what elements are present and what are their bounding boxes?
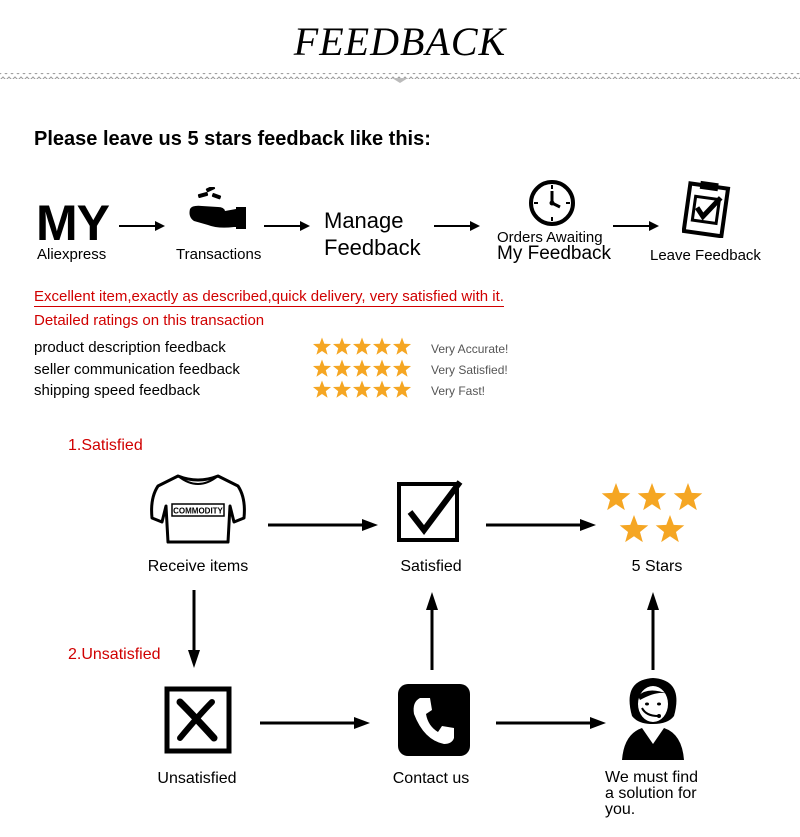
clock-icon [528, 179, 576, 227]
arrow-right-icon [264, 219, 314, 233]
example-comment: Excellent item,exactly as described,quick delivery, very satisfied with it. [34, 288, 504, 305]
star-icon [353, 360, 371, 377]
arrow-up-icon [645, 590, 661, 670]
my-aliexpress-logo: MY [36, 195, 109, 251]
money-hand-icon [188, 187, 248, 233]
transactions-label: Transactions [176, 246, 262, 263]
star-icon [313, 381, 331, 398]
star-icon [656, 515, 685, 542]
star-icon [333, 381, 351, 398]
satisfied-label: Satisfied [400, 558, 462, 575]
commodity-shirt-icon [148, 470, 248, 546]
clipboard-check-icon [682, 180, 732, 238]
rating-label: shipping speed feedback [34, 382, 200, 399]
star-icon [393, 360, 411, 377]
five-stars-icon [600, 482, 704, 546]
star-rating [312, 380, 412, 400]
rating-label: product description feedback [34, 339, 226, 356]
arrow-right-icon [486, 517, 598, 533]
leave-feedback-label: Leave Feedback [650, 247, 761, 264]
rating-label: seller communication feedback [34, 361, 240, 378]
solution-label: We must find a solution for you. [605, 769, 699, 818]
commodity-text: COMMODITY [173, 506, 223, 516]
support-agent-icon [618, 672, 688, 762]
instructions-heading: Please leave us 5 stars feedback like this: [34, 128, 431, 150]
star-icon [602, 483, 631, 510]
arrow-right-icon [496, 715, 608, 731]
x-box-icon [164, 686, 232, 754]
phone-icon[interactable] [398, 684, 470, 756]
orders-awaiting-label: Orders Awaiting My Feedback [497, 229, 612, 264]
arrow-down-icon [186, 590, 202, 670]
star-icon [674, 483, 703, 510]
star-icon [313, 360, 331, 377]
star-rating [312, 337, 412, 357]
star-icon [373, 338, 391, 355]
arrow-up-icon [424, 590, 440, 670]
star-icon [620, 515, 649, 542]
unsatisfied-section-title: 2.Unsatisfied [68, 646, 161, 663]
manage-feedback-label: Manage Feedback [324, 208, 421, 260]
arrow-right-icon [613, 219, 663, 233]
arrow-right-icon [434, 219, 484, 233]
arrow-right-icon [268, 517, 380, 533]
star-icon [393, 338, 411, 355]
star-icon [373, 360, 391, 377]
star-icon [333, 338, 351, 355]
star-icon [373, 381, 391, 398]
star-icon [333, 360, 351, 377]
satisfied-section-title: 1.Satisfied [68, 437, 143, 454]
five-stars-label: 5 Stars [631, 558, 683, 575]
unsatisfied-label: Unsatisfied [157, 770, 237, 787]
rating-value: Very Satisfied! [431, 363, 508, 377]
rating-value: Very Fast! [431, 384, 486, 398]
zigzag-divider [0, 70, 800, 84]
page-title: FEEDBACK [293, 19, 507, 64]
star-rating [312, 359, 412, 379]
aliexpress-label: Aliexpress [37, 246, 107, 263]
arrow-right-icon [260, 715, 372, 731]
detailed-ratings-heading: Detailed ratings on this transaction [34, 312, 265, 329]
rating-value: Very Accurate! [431, 342, 509, 356]
star-icon [353, 381, 371, 398]
arrow-right-icon [119, 219, 169, 233]
star-icon [313, 338, 331, 355]
star-icon [638, 483, 667, 510]
star-icon [353, 338, 371, 355]
star-icon [393, 381, 411, 398]
check-box-icon [396, 478, 466, 544]
contact-us-label[interactable]: Contact us [392, 770, 470, 787]
receive-items-label: Receive items [147, 558, 249, 575]
